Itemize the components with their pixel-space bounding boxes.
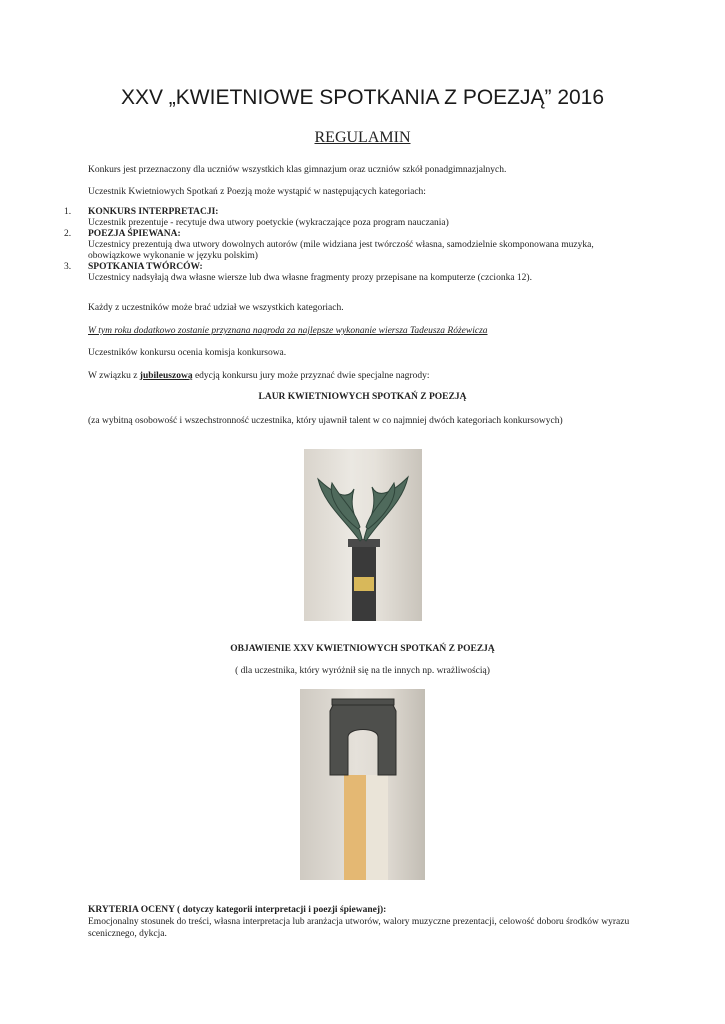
jubilee-word: jubileuszową — [139, 371, 193, 381]
criteria-text: Emocjonalny stosunek do treści, własna interpretacja lub aranżacja utworów, walory muzyczne prezentacji, celowość doboru środków wyrazu scenicznego, dykcja. — [88, 917, 630, 939]
category-text: Uczestnik prezentuje - recytuje dwa utwory poetyckie (wykraczające poza program nauczania) — [88, 218, 449, 228]
award1-description: (za wybitną osobowość i wszechstronność uczestnika, który ujawnił talent w co najmniej dwóch kategoriach konkursowych) — [88, 416, 563, 426]
list-number: 2. — [64, 229, 72, 239]
list-item — [64, 229, 664, 262]
category-text: Uczestnicy prezentują dwa utwory dowolnych autorów (mile widziana jest twórczość własna, samodzielnie skomponowana muzyka, obowiązkowe wykonanie w języku polskim) — [88, 240, 594, 261]
criteria-section — [88, 904, 648, 940]
jubilee-note: W związku z jubileuszową edycją konkursu jury może przyznać dwie specjalne nagrody: — [88, 371, 430, 381]
all-categories-note: Każdy z uczestników może brać udział we wszystkich kategoriach. — [88, 303, 344, 313]
award2-description: ( dla uczestnika, który wyróżnił się na tle innych np. wrażliwością) — [235, 666, 490, 676]
intro-paragraph-1: Konkurs jest przeznaczony dla uczniów wszystkich klas gimnazjum oraz uczniów szkół ponadgimnazjalnych. — [88, 165, 507, 175]
category-heading: SPOTKANIA TWÓRCÓW: — [88, 262, 203, 272]
category-text: Uczestnicy nadsyłają dwa własne wiersze lub dwa własne fragmenty prozy przepisane na komputerze (czcionka 12). — [88, 273, 532, 283]
list-number: 3. — [64, 262, 72, 272]
document-subtitle: REGULAMIN — [314, 129, 411, 146]
laur-trophy-image — [304, 449, 422, 621]
intro-paragraph-2: Uczestnik Kwietniowych Spotkań z Poezją może wystąpić w następujących kategoriach: — [88, 187, 426, 197]
category-list — [64, 207, 664, 284]
list-number: 1. — [64, 207, 72, 217]
award2-title: OBJAWIENIE XXV KWIETNIOWYCH SPOTKAŃ Z POEZJĄ — [230, 644, 495, 654]
objawienie-trophy-image — [300, 689, 425, 880]
award1-title: LAUR KWIETNIOWYCH SPOTKAŃ Z POEZJĄ — [258, 392, 467, 402]
special-award-note: W tym roku dodatkowo zostanie przyznana nagroda za najlepsze wykonanie wiersza Tadeusza Różewicza — [88, 326, 488, 336]
category-heading: POEZJA ŚPIEWANA: — [88, 229, 181, 239]
list-item — [64, 207, 664, 229]
document-title: XXV „KWIETNIOWE SPOTKANIA Z POEZJĄ” 2016 — [120, 86, 605, 109]
criteria-heading: KRYTERIA OCENY ( dotyczy kategorii interpretacji i poezji śpiewanej): — [88, 905, 387, 915]
category-heading: KONKURS INTERPRETACJI: — [88, 207, 219, 217]
jury-note: Uczestników konkursu ocenia komisja konkursowa. — [88, 348, 287, 358]
list-item — [64, 262, 664, 284]
